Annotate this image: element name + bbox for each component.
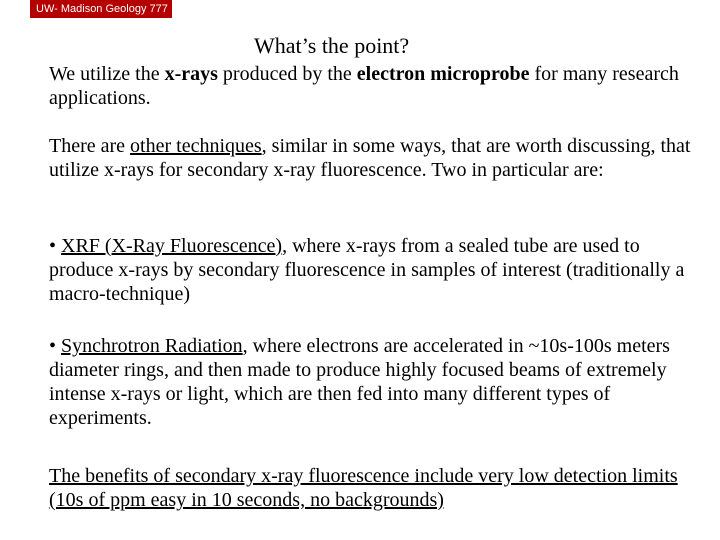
xrf-underlined: XRF (X-Ray Fluorescence) [61,235,283,257]
paragraph-other-techniques [49,134,699,182]
other-text-2: , similar in some ways, that are worth discussing, that utilize x-rays for secondary x-ray fluorescence. Two in particular are: [49,135,691,181]
intro-bold-microprobe: electron microprobe [356,63,530,85]
paragraph-benefits [49,464,699,512]
synchrotron-underlined: Synchrotron Radiation [61,335,243,357]
intro-text-3: for many research applications. [49,63,679,109]
intro-text-1: We utilize the [49,63,165,85]
bullet-marker: • [49,235,62,257]
bullet-marker: • [49,335,62,357]
synchrotron-text: , where electrons are accelerated in ~10s-100s meters diameter rings, and then made to produce highly focused beams of extremely intense x-rays or light, which are then fed into many different types of experiments. [49,335,670,429]
slide-title: What’s the point? [254,33,410,58]
benefits-underlined: The benefits of secondary x-ray fluorescence include very low detection limits (10s of ppm easy in 10 seconds, no backgrounds) [49,465,678,511]
intro-bold-xrays: x-rays [164,63,218,85]
course-badge: UW- Madison Geology 777 [30,0,172,18]
other-text-1: There are [49,135,131,157]
intro-text-2: produced by the [217,63,357,85]
other-techniques-underlined: other techniques [130,135,262,157]
xrf-text: , where x-rays from a sealed tube are used to produce x-rays by secondary fluorescence in samples of interest (traditionally a macro-technique) [49,235,685,305]
bullet-xrf [49,234,699,306]
paragraph-intro [49,62,699,110]
bullet-synchrotron [49,334,699,430]
